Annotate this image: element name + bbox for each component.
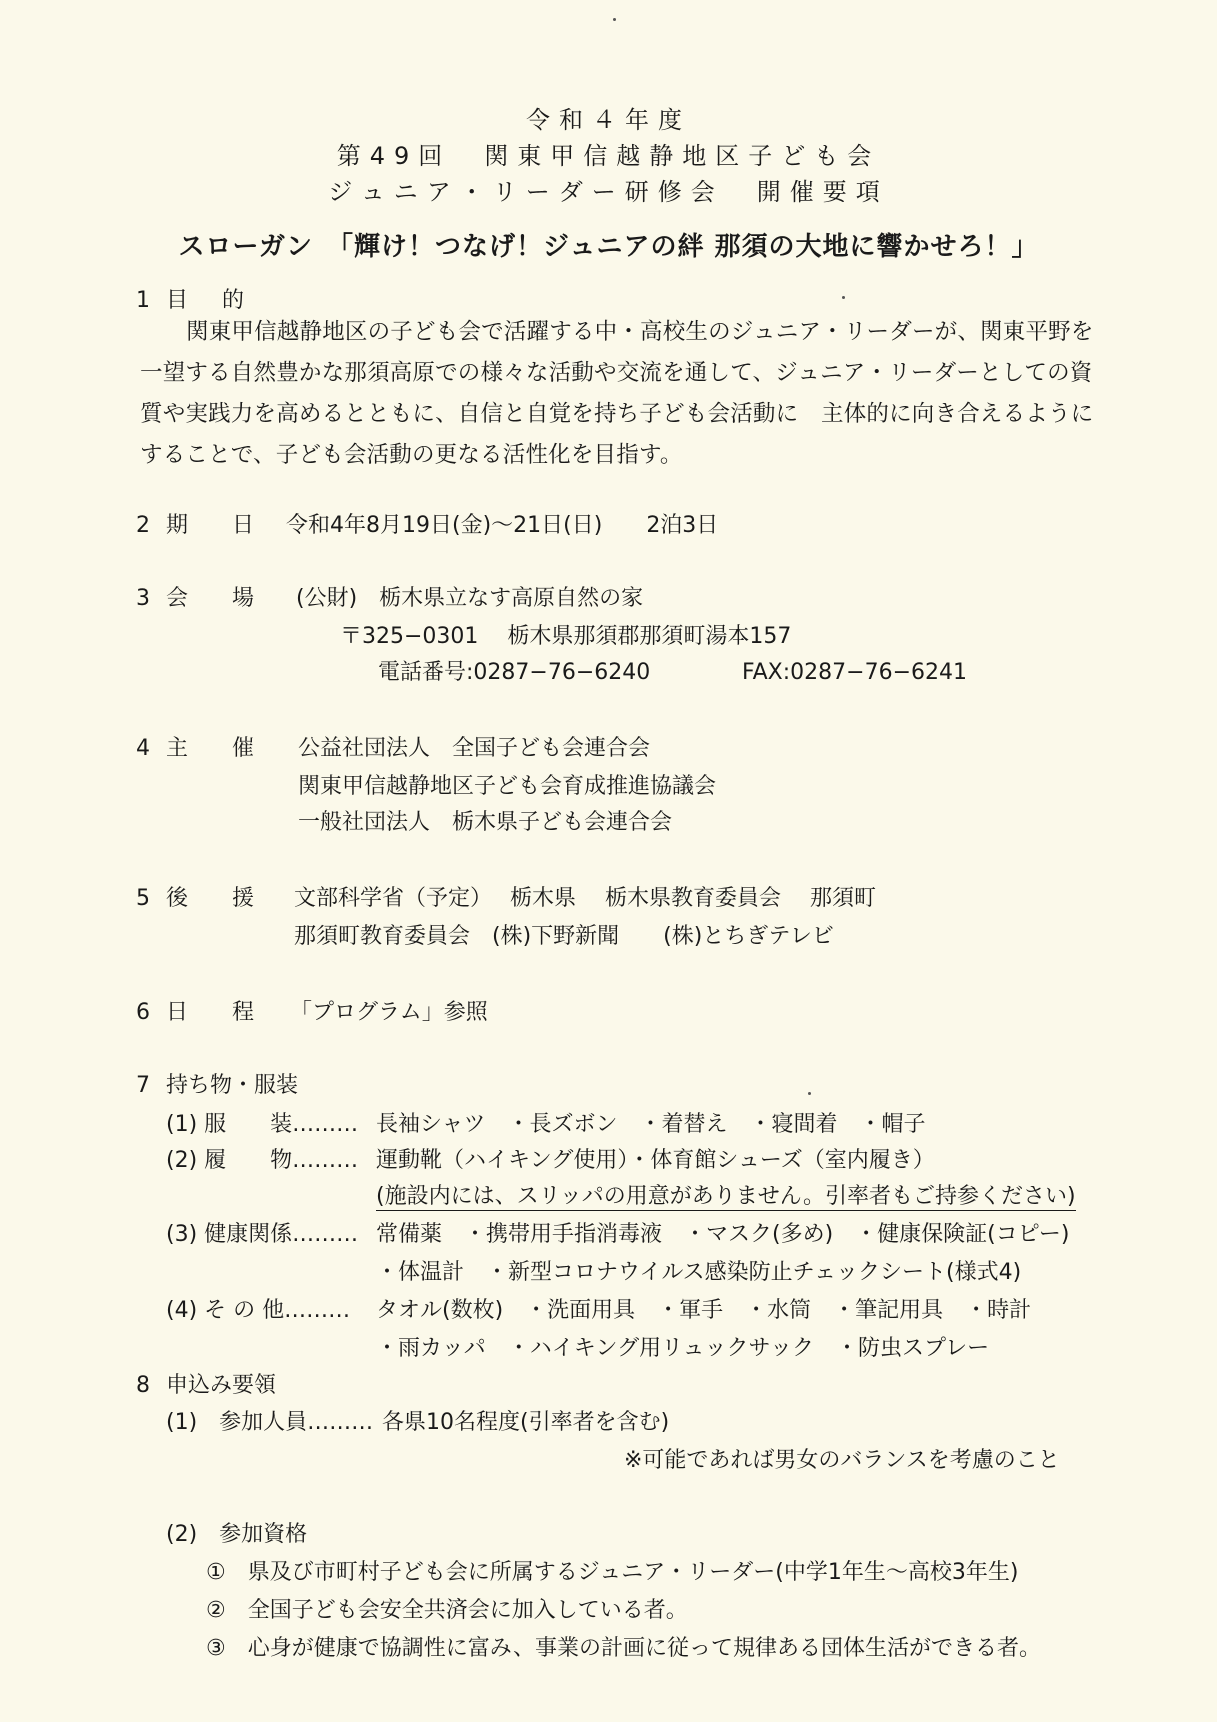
- section-3-tel: 電話番号:0287−76−6240: [378, 660, 651, 685]
- belongings-text: 常備薬 ・携帯用手指消毒液 ・マスク(多め) ・健康保険証(コピー): [376, 1222, 1070, 1247]
- section-3-address: 〒325−0301 栃木県那須郡那須町湯本157: [340, 624, 792, 649]
- belongings-text: ・体温計 ・新型コロナウイルス感染防止チェックシート(様式4): [376, 1260, 1022, 1285]
- organizer-line: 一般社団法人 栃木県子ども会連合会: [298, 810, 673, 835]
- organizer-line: 公益社団法人 全国子ども会連合会: [298, 736, 651, 761]
- participants-note: ※可能であれば男女のバランスを考慮のこと: [624, 1448, 1060, 1473]
- section-2-heading: 期 日: [166, 513, 255, 538]
- title-subtitle: ジュニア・リーダー研修会 開催要項: [328, 178, 889, 206]
- qualification-item: ② 全国子ども会安全共済会に加入している者。: [206, 1598, 688, 1623]
- belongings-label: (4) そ の 他………: [166, 1298, 351, 1323]
- qualification-item: ③ 心身が健康で協調性に富み、事業の計画に従って規律ある団体生活ができる者。: [206, 1636, 1042, 1661]
- section-5-number: 5: [136, 886, 150, 911]
- qualification-item: ① 県及び市町村子ども会に所属するジュニア・リーダー(中学1年生〜高校3年生): [206, 1560, 1019, 1585]
- sponsor-line: 那須町教育委員会 (株)下野新聞 (株)とちぎテレビ: [294, 924, 834, 949]
- section-7-number: 7: [136, 1073, 150, 1098]
- participants-value: 各県10名程度(引率者を含む): [382, 1410, 670, 1435]
- section-4-heading: 主 催: [166, 736, 255, 761]
- section-3-heading: 会 場: [166, 586, 255, 611]
- scan-speck: [842, 296, 845, 299]
- title-event: 第49回 関東甲信越静地区子ども会: [336, 142, 881, 170]
- belongings-text: ・雨カッパ ・ハイキング用リュックサック ・防虫スプレー: [376, 1336, 990, 1361]
- belongings-note: (施設内には、スリッパの用意がありません。引率者もご持参ください): [376, 1184, 1076, 1209]
- section-3-venue: (公財) 栃木県立なす高原自然の家: [296, 586, 644, 611]
- section-1-body: 関東甲信越静地区の子ども会で活躍する中・高校生のジュニア・リーダーが、関東平野を一望する自然豊かな那須高原での様々な活動や交流を通して、ジュニア・リーダーとしての資質や実践力を高めるとともに、自信と自覚を持ち子ども会活動に 主体的に向き合えるようにすることで、子ども会活動の更なる活性化を目指す。: [140, 319, 1094, 468]
- section-6-heading: 日 程: [166, 1000, 255, 1025]
- qualifications-label: (2) 参加資格: [166, 1522, 308, 1547]
- section-3-number: 3: [136, 586, 150, 611]
- belongings-label: (3) 健康関係………: [166, 1222, 359, 1247]
- belongings-label: (1) 服 装………: [166, 1112, 359, 1137]
- scan-speck: [613, 18, 616, 21]
- section-4-number: 4: [136, 736, 150, 761]
- section-6-schedule: 「プログラム」参照: [290, 1000, 488, 1025]
- sponsor-line: 文部科学省（予定） 栃木県 栃木県教育委員会 那須町: [294, 886, 876, 911]
- section-8-heading: 申込み要領: [166, 1373, 277, 1398]
- slogan: スローガン 「輝け！つなげ！ジュニアの絆 那須の大地に響かせろ！」: [178, 232, 1039, 262]
- section-1-number: 1: [136, 288, 150, 313]
- section-1-heading: 目 的: [166, 288, 251, 313]
- organizer-line: 関東甲信越静地区子ども会育成推進協議会: [298, 774, 717, 799]
- participants-label: (1) 参加人員………: [166, 1410, 374, 1435]
- scan-speck: [808, 1092, 811, 1095]
- section-7-heading: 持ち物・服装: [166, 1073, 299, 1098]
- section-8-number: 8: [136, 1373, 150, 1398]
- section-6-number: 6: [136, 1000, 150, 1025]
- section-5-heading: 後 援: [166, 886, 255, 911]
- section-2-number: 2: [136, 513, 150, 538]
- belongings-text: 長袖シャツ ・長ズボン ・着替え ・寝間着 ・帽子: [376, 1112, 926, 1137]
- section-2-date: 令和4年8月19日(金)〜21日(日) 2泊3日: [286, 513, 719, 538]
- belongings-text: タオル(数枚) ・洗面用具 ・軍手 ・水筒 ・筆記用具 ・時計: [376, 1298, 1032, 1323]
- title-year: 令和４年度: [526, 106, 691, 134]
- section-3-fax: FAX:0287−76−6241: [742, 660, 968, 685]
- belongings-label: (2) 履 物………: [166, 1148, 359, 1173]
- belongings-text: 運動靴（ハイキング使用）・体育館シューズ（室内履き）: [376, 1148, 935, 1173]
